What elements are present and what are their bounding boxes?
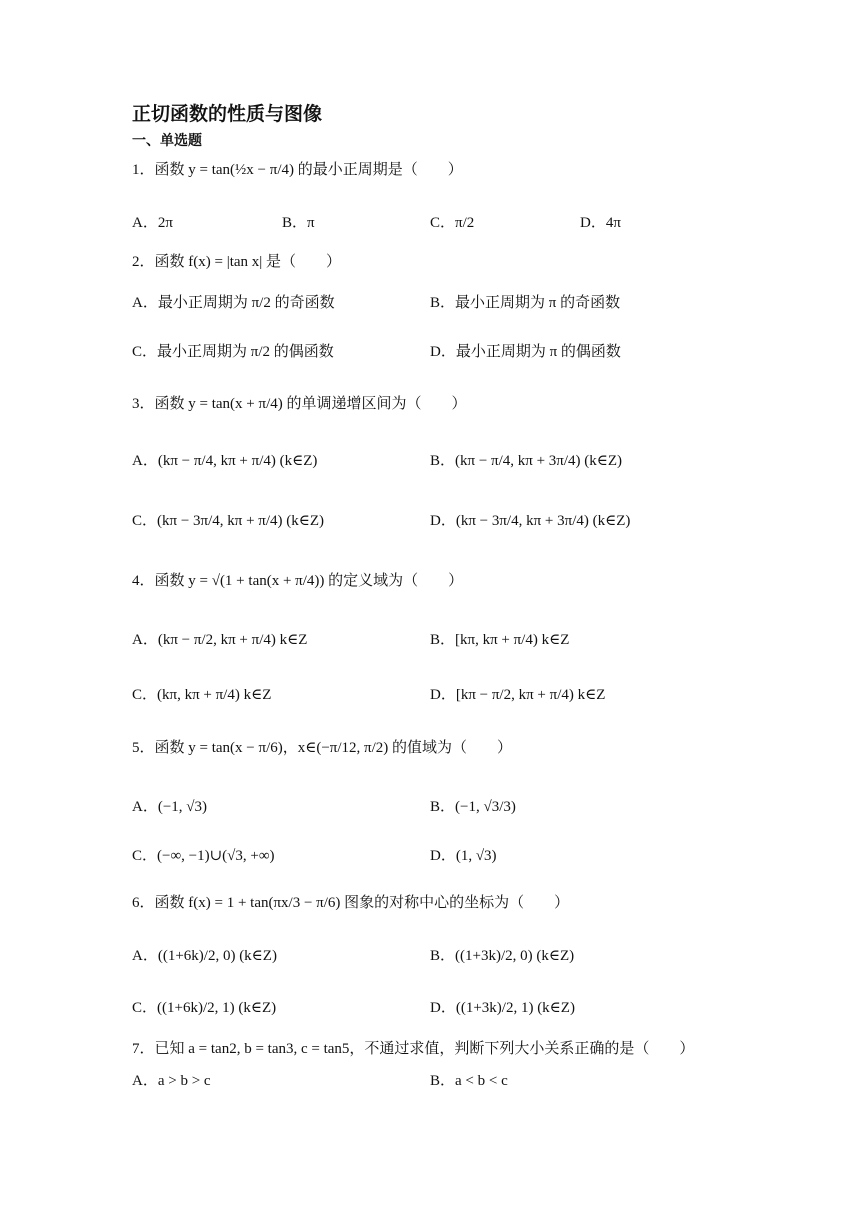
q6-option-b: B．((1+3k)/2, 0) (k∈Z) <box>430 948 575 964</box>
q1-option-b: B．π <box>282 215 315 231</box>
section-heading: 一、单选题 <box>132 133 202 149</box>
question-7-stem: 7．已知 a = tan2, b = tan3, c = tan5，不通过求值，判断下列大小关系正确的是（ ） <box>132 1041 695 1057</box>
q3-option-c: C．(kπ − 3π/4, kπ + π/4) (k∈Z) <box>132 513 325 529</box>
q1-option-a: A．2π <box>132 215 173 231</box>
q6-option-c: C．((1+6k)/2, 1) (k∈Z) <box>132 1000 277 1016</box>
q4-option-d: D．[kπ − π/2, kπ + π/4) k∈Z <box>430 687 606 703</box>
q4-option-b: B．[kπ, kπ + π/4) k∈Z <box>430 632 570 648</box>
question-4-stem: 4．函数 y = √(1 + tan(x + π/4)) 的定义域为（ ） <box>132 573 464 589</box>
q1-option-d: D．4π <box>580 215 621 231</box>
q5-option-a: A．(−1, √3) <box>132 799 208 815</box>
q5-option-d: D．(1, √3) <box>430 848 497 864</box>
q5-option-c: C．(−∞, −1)∪(√3, +∞) <box>132 848 275 864</box>
q2-option-a: A．最小正周期为 π/2 的奇函数 <box>132 295 335 311</box>
question-1-stem: 1．函数 y = tan(½x − π/4) 的最小正周期是（ ） <box>132 162 463 178</box>
question-3-stem: 3．函数 y = tan(x + π/4) 的单调递增区间为（ ） <box>132 396 467 412</box>
q4-option-a: A．(kπ − π/2, kπ + π/4) k∈Z <box>132 632 308 648</box>
q1-option-c: C．π/2 <box>430 215 475 231</box>
q6-option-d: D．((1+3k)/2, 1) (k∈Z) <box>430 1000 575 1016</box>
q6-option-a: A．((1+6k)/2, 0) (k∈Z) <box>132 948 277 964</box>
question-5-stem: 5．函数 y = tan(x − π/6)，x∈(−π/12, π/2) 的值域为（ ） <box>132 740 513 756</box>
q3-option-b: B．(kπ − π/4, kπ + 3π/4) (k∈Z) <box>430 453 623 469</box>
q5-option-b: B．(−1, √3/3) <box>430 799 516 815</box>
q4-option-c: C．(kπ, kπ + π/4) k∈Z <box>132 687 272 703</box>
page-title: 正切函数的性质与图像 <box>132 103 323 125</box>
q7-option-b: B．a < b < c <box>430 1073 508 1089</box>
question-6-stem: 6．函数 f(x) = 1 + tan(πx/3 − π/6) 图象的对称中心的坐标为（ ） <box>132 895 570 911</box>
q7-option-a: A．a > b > c <box>132 1073 211 1089</box>
question-2-stem: 2．函数 f(x) = |tan x| 是（ ） <box>132 254 342 270</box>
q3-option-a: A．(kπ − π/4, kπ + π/4) (k∈Z) <box>132 453 318 469</box>
q2-option-d: D．最小正周期为 π 的偶函数 <box>430 344 621 360</box>
q3-option-d: D．(kπ − 3π/4, kπ + 3π/4) (k∈Z) <box>430 513 631 529</box>
q2-option-c: C．最小正周期为 π/2 的偶函数 <box>132 344 334 360</box>
q2-option-b: B．最小正周期为 π 的奇函数 <box>430 295 621 311</box>
